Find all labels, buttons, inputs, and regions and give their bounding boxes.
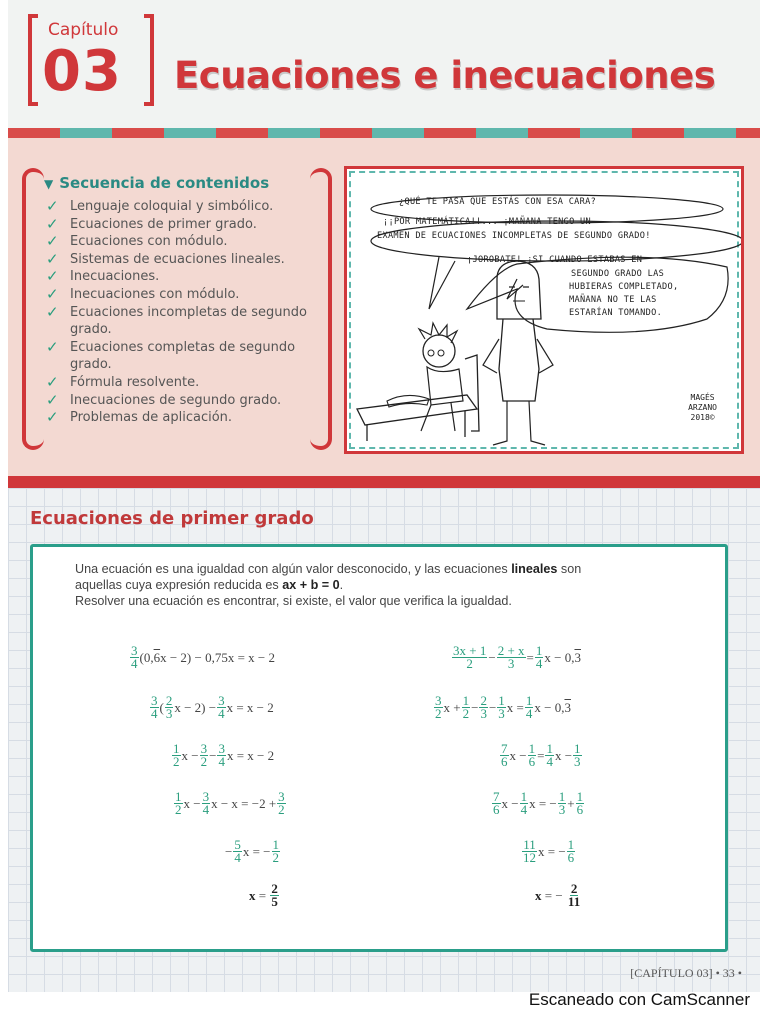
intro-text: Una ecuación es una igualdad con algún valor desconocido, y las ecuaciones: [75, 562, 508, 576]
list-item-label: Ecuaciones incompletas de segundo grado.: [70, 304, 307, 338]
list-item-label: Fórmula resolvente.: [70, 374, 200, 390]
checkmark-icon: ✓: [46, 197, 59, 215]
comic-illustration: [344, 166, 744, 454]
artist-signature: [688, 393, 717, 423]
list-item: [44, 268, 324, 286]
chapter-badge: [28, 14, 154, 106]
list-item: [44, 216, 324, 234]
equation-right-5: 11 12 x = − 1 6: [523, 837, 575, 865]
chapter-label: Capítulo: [48, 20, 119, 40]
checkmark-icon: ✓: [46, 214, 59, 233]
speech-line: EXAMEN DE ECUACIONES INCOMPLETAS DE SEGUNDO GRADO!: [377, 231, 651, 241]
sequence-list: [44, 198, 324, 427]
intro-bold: lineales: [511, 562, 558, 576]
speech-line: SEGUNDO GRADO LAS: [571, 269, 665, 279]
list-item-label: Sistemas de ecuaciones lineales.: [70, 251, 285, 267]
chapter-header: [8, 0, 760, 128]
signature-line: ARZANO: [688, 403, 717, 412]
checkmark-icon: ✓: [46, 232, 59, 251]
solution-right-num: 2: [570, 881, 578, 896]
list-item-label: Ecuaciones con módulo.: [70, 234, 228, 250]
checkmark-icon: ✓: [46, 408, 59, 427]
speech-line: ESTARÍAN TOMANDO.: [569, 308, 663, 318]
section-divider: [8, 476, 760, 488]
speech-line: HUBIERAS COMPLETADO,: [569, 282, 679, 292]
list-item: [44, 251, 324, 269]
checkmark-icon: ✓: [46, 302, 59, 321]
solution-left-den: 5: [271, 894, 278, 909]
intro-formula: ax + b = 0: [282, 578, 340, 592]
solution-left-num: 2: [271, 881, 278, 896]
checkmark-icon: ✓: [46, 337, 59, 356]
badge-bracket-right: [144, 14, 154, 106]
list-item-label: Inecuaciones.: [70, 269, 160, 285]
definition-text: Una ecuación es una igualdad con algún valor desconocido, y las ecuaciones lineales son aquellas cuya expresión reducida es ax + b = 0. Resolver una ecuación es encontrar, si existe, el valor que verifica la igualdad.: [75, 562, 582, 608]
checkmark-icon: ✓: [46, 390, 59, 409]
page-footer: [CAPÍTULO 03] • 33 •: [630, 966, 742, 980]
list-item-label: Lenguaje coloquial y simbólico.: [70, 199, 274, 214]
speech-line: ¡¡POR MATEMÁTICA!!... ¡MAÑANA TENGO UN: [383, 217, 592, 227]
list-item-label: Inecuaciones con módulo.: [70, 286, 240, 302]
list-item: [44, 409, 324, 427]
decorative-stripe: [8, 128, 760, 138]
solution-right-den: 11: [567, 894, 581, 909]
list-item-label: Problemas de aplicación.: [70, 410, 233, 426]
intro-text: aquellas cuya expresión reducida es: [75, 578, 279, 592]
list-item: [44, 339, 324, 374]
chapter-title: Ecuaciones e inecuaciones: [174, 54, 716, 97]
list-item: [44, 233, 324, 251]
section-title: Ecuaciones de primer grado: [30, 508, 314, 529]
list-item-label: Ecuaciones de primer grado.: [70, 216, 257, 232]
scanner-watermark: Escaneado con CamScanner: [528, 990, 750, 1009]
equation-left-5: − 5 4 x = − 1 2: [225, 837, 280, 865]
speech-line: ¡JOROBATE! ¡SI CUANDO ESTABAS EN: [467, 255, 643, 265]
triangle-down-icon: ▼: [44, 177, 54, 191]
checkmark-icon: ✓: [46, 284, 59, 303]
list-item-label: Inecuaciones de segundo grado.: [70, 392, 282, 408]
intro-panel: [8, 138, 760, 476]
chapter-number: 03: [42, 39, 122, 104]
comic-drawing: [347, 169, 741, 451]
solution-left: x = 2 5: [249, 881, 278, 909]
page-number: 33: [722, 966, 735, 980]
grid-section: [8, 488, 760, 992]
checkmark-icon: ✓: [46, 267, 59, 286]
badge-bracket-left: [28, 14, 38, 106]
equation-right-2: 3 2 x + 1 2 − 2 3 − 1 3 x = 1 4 x − 0, 3: [435, 693, 571, 721]
signature-line: 2018©: [690, 413, 715, 422]
footer-chapter: [CAPÍTULO 03]: [630, 966, 713, 980]
solution-right: x = − 2 11: [535, 881, 581, 909]
equation-left-4: 1 2 x − 3 4 x − x = −2 + 3 2: [175, 789, 285, 817]
list-item-label: Ecuaciones completas de segundo grado.: [70, 339, 296, 373]
equation-right-3: 7 6 x − 1 6 = 1 4 x − 1 3: [501, 741, 581, 769]
brace-left: [22, 168, 44, 450]
content-sequence: [22, 168, 332, 450]
sequence-title: [44, 174, 269, 192]
speech-line: ¿QUÉ TE PASA QUE ESTÁS CON ESA CARA?: [399, 197, 597, 207]
equation-right-1: 3x + 1 2 − 2 + x 3 = 1 4 x − 0, 3: [453, 643, 581, 671]
equation-left-3: 1 2 x − 3 2 − 3 4 x = x − 2: [173, 741, 275, 769]
checkmark-icon: ✓: [46, 249, 59, 268]
equation-left-2: 3 4 ( 2 3 x − 2) − 3 4 x = x − 2: [151, 693, 274, 721]
list-item: [44, 286, 324, 304]
equation-right-4: 7 6 x − 1 4 x = − 1 3 + 1 6: [493, 789, 584, 817]
list-item: [44, 392, 324, 410]
intro-text: son: [560, 562, 582, 576]
definition-box: [30, 544, 728, 952]
list-item: [44, 374, 324, 392]
equation-left-1: 3 4 (0, 6 x − 2) − 0,75x = x − 2: [131, 643, 275, 671]
signature-line: MAGÉS: [690, 393, 715, 402]
list-item: [44, 304, 324, 339]
speech-line: MAÑANA NO TE LAS: [569, 295, 657, 305]
sequence-title-text: Secuencia de contenidos: [59, 174, 270, 192]
intro-text: Resolver una ecuación es encontrar, si existe, el valor que verifica la igualdad.: [75, 594, 512, 608]
checkmark-icon: ✓: [46, 372, 59, 391]
list-item: [44, 198, 324, 216]
book-page: [8, 0, 760, 992]
